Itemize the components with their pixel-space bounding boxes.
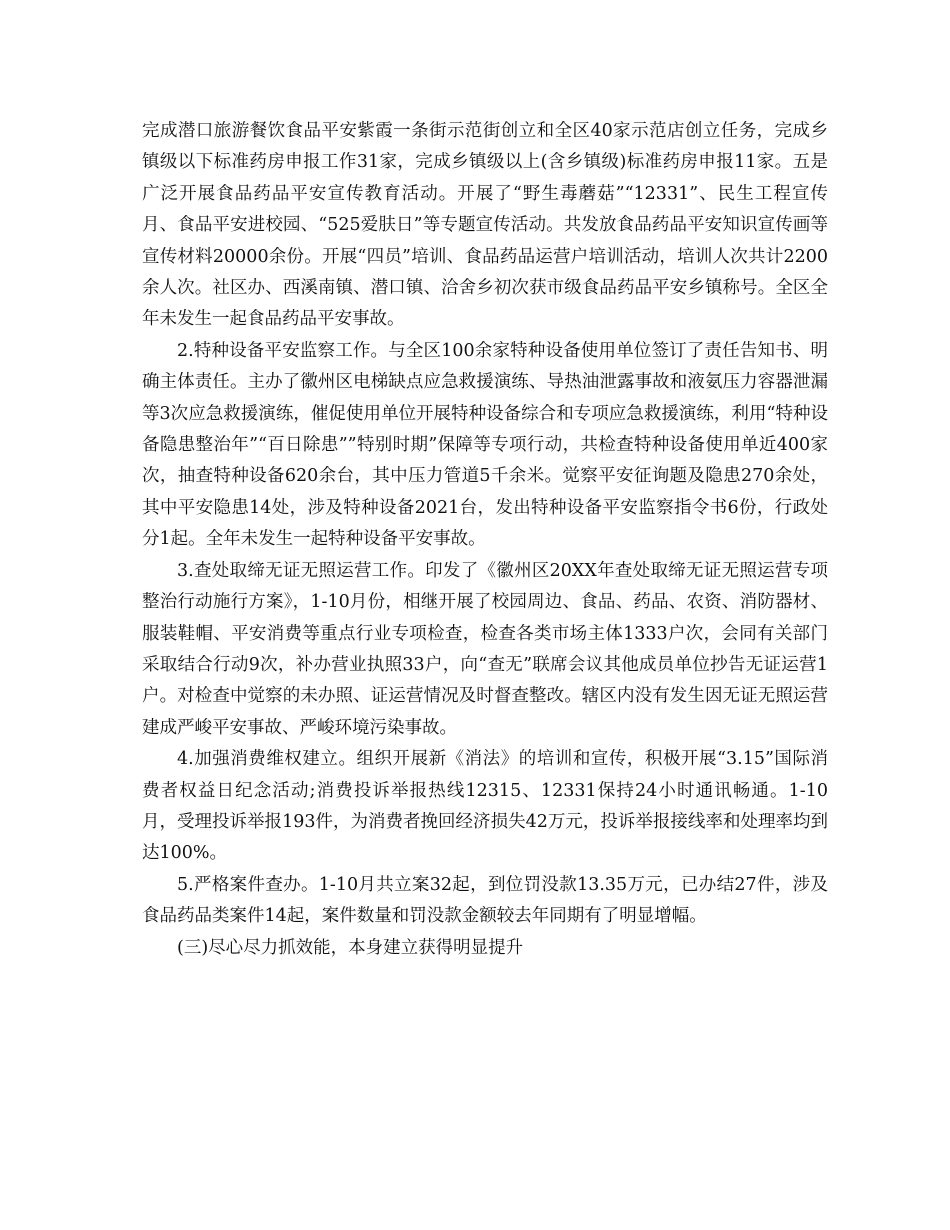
document-body	[142, 116, 828, 964]
paragraph-consumer-rights: 4.加强消费维权建立。组织开展新《消法》的培训和宣传，积极开展“3.15”国际消费者权益日纪念活动;消费投诉举报热线12315、12331保持24小时通讯畅通。1-10月，受理投诉举报193件，为消费者挽回经济损失42万元，投诉举报接线率和处理率均到达100%。	[142, 749, 828, 864]
paragraph-special-equipment: 2.特种设备平安监察工作。与全区100余家特种设备使用单位签订了责任告知书、明确主体责任。主办了徽州区电梯缺点应急救援演练、导热油泄露事故和液氨压力容器泄漏等3次应急救援演练，催促使用单位开展特种设备综合和专项应急救援演练，利用“特种设备隐患整治年”“百日除患””特别时期”保障等专项行动，共检查特种设备使用单近400家次，抽查特种设备620余台，其中压力管道5千余米。觉察平安征询题及隐患270余处，其中平安隐患14处，涉及特种设备2021台，发出特种设备平安监察指令书6份，行政处分1起。全年未发生一起特种设备平安事故。	[142, 340, 828, 550]
paragraph-food-drug-safety: 完成潜口旅游餐饮食品平安紫霞一条街示范街创立和全区40家示范店创立任务，完成乡镇级以下标准药房申报工作31家，完成乡镇级以上(含乡镇级)标准药房申报11家。五是广泛开展食品药品平安宣传教育活动。开展了“野生毒蘑菇”“12331”、民生工程宣传月、食品平安进校园、“525爱肤日”等专题宣传活动。共发放食品药品平安知识宣传画等宣传材料20000余份。开展“四员”培训、食品药品运营户培训活动，培训人次共计2200余人次。社区办、西溪南镇、潜口镇、洽舍乡初次获市级食品药品平安乡镇称号。全区全年未发生一起食品药品平安事故。	[142, 121, 828, 330]
section-heading: (三)尽心尽力抓效能，本身建立获得明显提升	[177, 937, 524, 958]
paragraph-case-handling: 5.严格案件查办。1-10月共立案32起，到位罚没款13.35万元，已办结27件，涉及食品药品类案件14起，案件数量和罚没款金额较去年同期有了明显增幅。	[142, 874, 828, 927]
paragraph-unlicensed-business: 3.查处取缔无证无照运营工作。印发了《徽州区20XX年查处取缔无证无照运营专项整治行动施行方案》，1-10月份，相继开展了校园周边、食品、药品、农资、消防器材、服装鞋帽、平安消费等重点行业专项检查，检查各类市场主体1333户次，会同有关部门采取结合行动9次，补办营业执照33户，向“查无”联席会议其他成员单位抄告无证运营1户。对检查中觉察的未办照、证运营情况及时督查整改。辖区内没有发生因无证无照运营建成严峻平安事故、严峻环境污染事故。	[142, 560, 828, 738]
